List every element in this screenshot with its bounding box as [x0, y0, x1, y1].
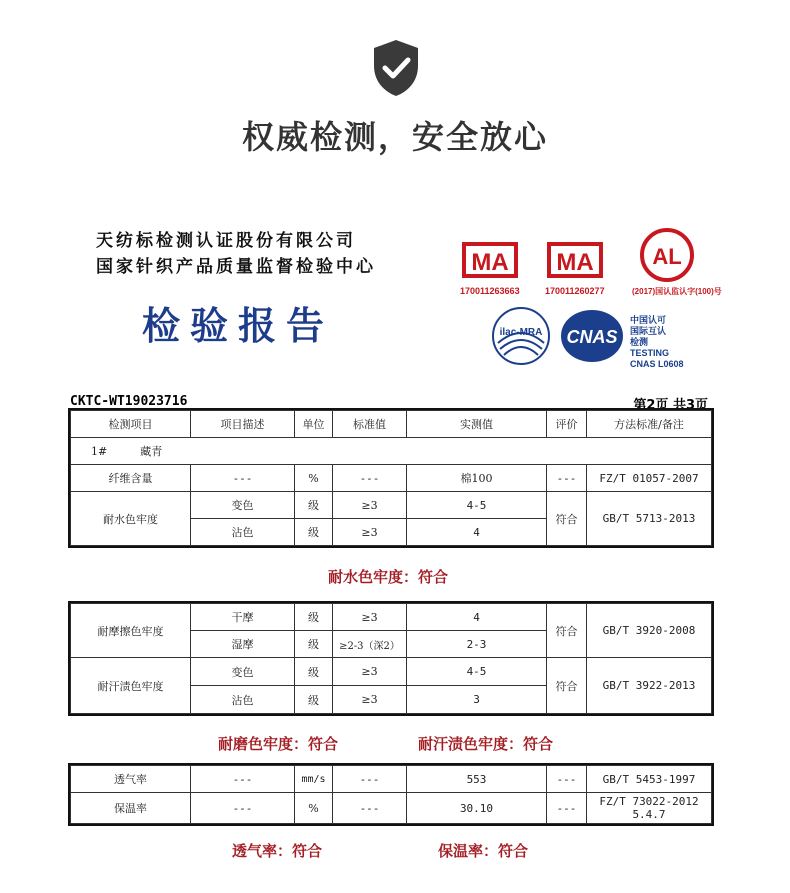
desc-cell: 沾色: [191, 686, 295, 714]
cnas-line: CNAS L0608: [630, 359, 684, 369]
method-cell: GB/T 3920-2008: [587, 604, 712, 658]
table-row: [71, 766, 712, 793]
sample-row: [71, 438, 712, 465]
cnas-caption: [630, 315, 684, 370]
eval-cell: 符合: [547, 492, 587, 546]
standard-cell: ≥3: [333, 658, 407, 686]
desc-cell: 沾色: [191, 519, 295, 546]
standard-cell: ≥2-3（深2）: [333, 631, 407, 658]
header-cell: 检测项目: [71, 411, 191, 438]
standard-cell: ---: [333, 766, 407, 793]
unit-cell: 级: [295, 604, 333, 631]
method-line: FZ/T 73022-2012: [599, 795, 699, 808]
unit-cell: 级: [295, 492, 333, 519]
eval-cell: ---: [547, 465, 587, 492]
item-cell: 耐摩擦色牢度: [71, 604, 191, 658]
unit-cell: mm/s: [295, 766, 333, 793]
item-cell: 保温率: [71, 793, 191, 824]
unit-cell: 级: [295, 519, 333, 546]
unit-cell: %: [295, 465, 333, 492]
header-cell: 单位: [295, 411, 333, 438]
method-cell: FZ/T 01057-2007: [587, 465, 712, 492]
cnas-line: TESTING: [630, 348, 670, 358]
cnas-line: 国际互认: [630, 326, 667, 336]
standard-cell: ---: [333, 793, 407, 824]
cma2-number: 170011260277: [545, 286, 605, 296]
conclusion-sweat: 耐汗渍色牢度：符合: [418, 735, 554, 753]
table-row: [71, 658, 712, 686]
table-row: [71, 465, 712, 492]
desc-cell: 变色: [191, 492, 295, 519]
standard-cell: ---: [333, 465, 407, 492]
unit-cell: %: [295, 793, 333, 824]
measured-cell: 4-5: [407, 658, 547, 686]
measured-cell: 4: [407, 519, 547, 546]
eval-cell: ---: [547, 766, 587, 793]
measured-cell: 4: [407, 604, 547, 631]
page-indicator: 第2页 共3页: [633, 398, 708, 413]
measured-cell: 3: [407, 686, 547, 714]
unit-cell: 级: [295, 631, 333, 658]
desc-cell: 变色: [191, 658, 295, 686]
unit-cell: 级: [295, 686, 333, 714]
conclusion-air: 透气率：符合: [232, 842, 323, 860]
shield-check-icon: [371, 38, 421, 98]
standard-cell: ≥3: [333, 519, 407, 546]
report-title: 检验报告: [142, 303, 335, 348]
org-name: 天纺标检测认证股份有限公司: [96, 231, 356, 251]
header-cell: 评价: [547, 411, 587, 438]
table-air-warmth: [70, 765, 712, 824]
cma-logo-2: [543, 238, 607, 282]
measured-cell: 4-5: [407, 492, 547, 519]
method-cell: GB/T 3922-2013: [587, 658, 712, 714]
cal-caption: (2017)国认监认字(100)号: [632, 287, 722, 296]
page-headline: 权威检测，安全放心: [241, 118, 548, 156]
cal-logo: [636, 226, 698, 284]
sample-color: 藏青: [140, 445, 163, 458]
cal-logo-text: AL: [652, 244, 682, 269]
item-cell: 透气率: [71, 766, 191, 793]
table-colorfastness-rub-sweat: [70, 603, 712, 714]
eval-cell: 符合: [547, 604, 587, 658]
header-cell: 实测值: [407, 411, 547, 438]
center-name: 国家针织产品质量监督检验中心: [96, 257, 376, 277]
table-header-row: [71, 411, 712, 438]
item-cell: 耐汗渍色牢度: [71, 658, 191, 714]
table-row: [71, 604, 712, 631]
measured-cell: 30.10: [407, 793, 547, 824]
cma-logo-1: [458, 238, 522, 282]
cnas-logo: [557, 307, 627, 365]
cma1-number: 170011263663: [460, 286, 520, 296]
table-colorfastness-water: [70, 410, 712, 546]
eval-cell: 符合: [547, 658, 587, 714]
standard-cell: ≥3: [333, 492, 407, 519]
header-cell: 标准值: [333, 411, 407, 438]
standard-cell: ≥3: [333, 686, 407, 714]
header-cell: 方法标准/备注: [587, 411, 712, 438]
cnas-line: 中国认可: [630, 315, 667, 325]
cnas-logo-text: CNAS: [566, 327, 618, 347]
ilac-mra-logo: [490, 305, 552, 367]
method-cell: [587, 793, 712, 824]
method-cell: GB/T 5453-1997: [587, 766, 712, 793]
report-number: CKTC-WT19023716: [70, 394, 188, 409]
cnas-line: 检测: [630, 337, 649, 347]
desc-cell: ---: [191, 793, 295, 824]
eval-cell: ---: [547, 793, 587, 824]
item-cell: 耐水色牢度: [71, 492, 191, 546]
unit-cell: 级: [295, 658, 333, 686]
measured-cell: 棉100: [407, 465, 547, 492]
item-cell: 纤维含量: [71, 465, 191, 492]
desc-cell: ---: [191, 465, 295, 492]
cma-logo-1-text: MA: [471, 249, 509, 276]
measured-cell: 2-3: [407, 631, 547, 658]
table-row: [71, 492, 712, 519]
desc-cell: 湿摩: [191, 631, 295, 658]
method-line: 5.4.7: [632, 808, 666, 821]
conclusion-warmth: 保温率：符合: [438, 842, 529, 860]
measured-cell: 553: [407, 766, 547, 793]
header-cell: 项目描述: [191, 411, 295, 438]
conclusion-water: 耐水色牢度：符合: [328, 568, 449, 586]
cma-logo-2-text: MA: [556, 249, 594, 276]
standard-cell: ≥3: [333, 604, 407, 631]
conclusion-rub: 耐磨色牢度：符合: [218, 735, 339, 753]
method-cell: GB/T 5713-2013: [587, 492, 712, 546]
table-row: [71, 793, 712, 824]
sample-number: 1#: [91, 445, 108, 458]
desc-cell: 干摩: [191, 604, 295, 631]
ilac-logo-text: ilac-MRA: [499, 327, 543, 338]
desc-cell: ---: [191, 766, 295, 793]
